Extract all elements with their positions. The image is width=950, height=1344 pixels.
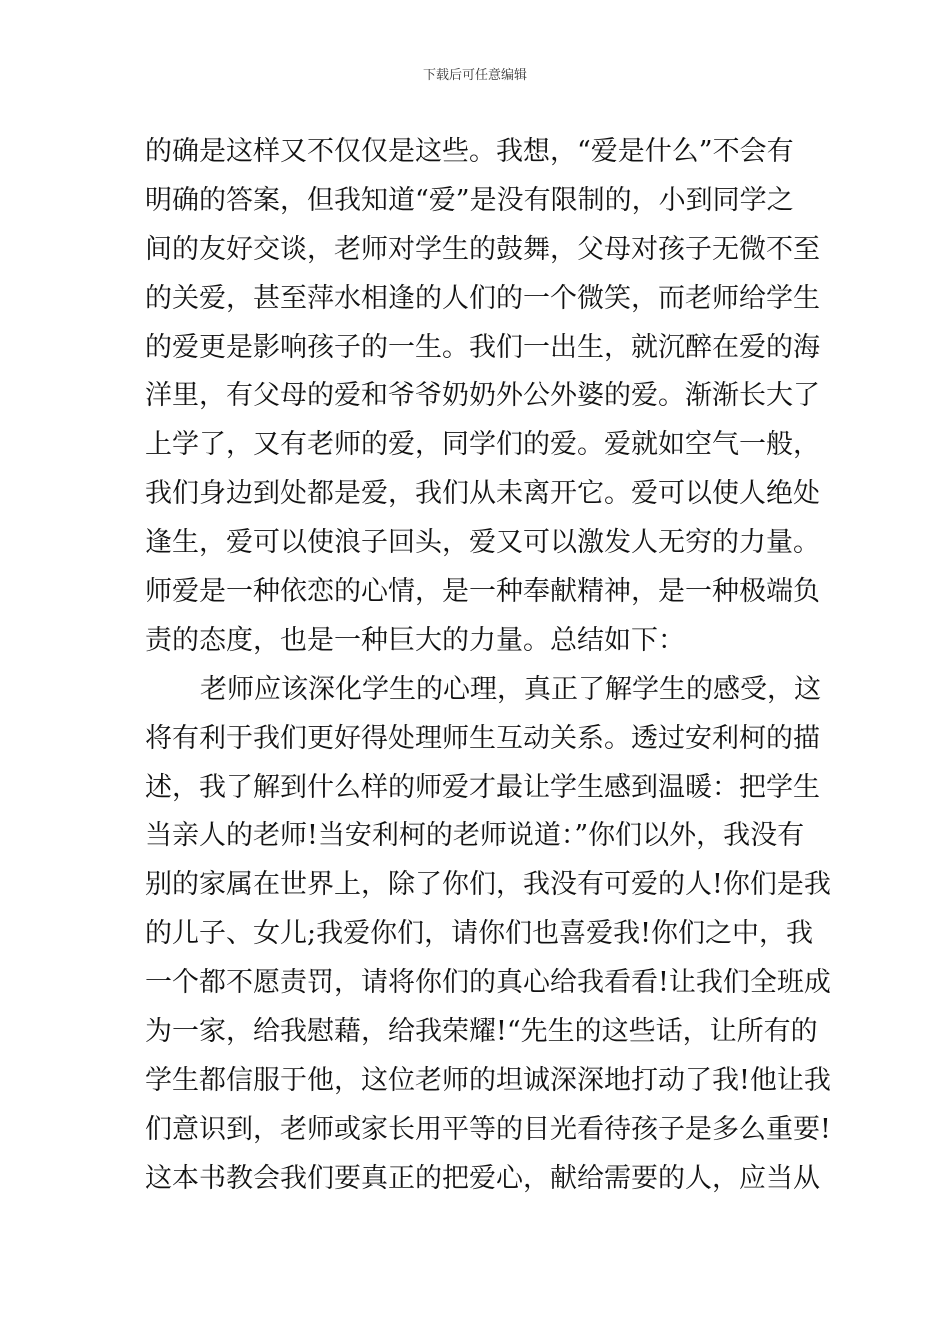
document-body <box>145 128 831 1204</box>
paragraph-start-line: 老师应该深化学生的心理，真正了解学生的感受，这 <box>200 673 821 705</box>
text-line: 我们身边到处都是爱，我们从未离开它。爱可以使人绝处 <box>145 478 820 510</box>
text-line: 的关爱，甚至萍水相逢的人们的一个微笑，而老师给学生 <box>145 282 820 314</box>
text-line: 洋里，有父母的爱和爷爷奶奶外公外婆的爱。渐渐长大了 <box>145 380 820 412</box>
text-line: 的爱更是影响孩子的一生。我们一出生，就沉醉在爱的海 <box>145 331 820 363</box>
text-line: 将有利于我们更好得处理师生互动关系。透过安利柯的描 <box>145 722 820 754</box>
text-line: 的儿子、女儿;我爱你们，请你们也喜爱我!你们之中，我 <box>145 918 813 950</box>
page-header-note: 下载后可任意编辑 <box>422 68 527 83</box>
text-line: 学生都信服于他，这位老师的坦诚深深地打动了我!他让我 <box>145 1064 831 1096</box>
text-line: 们意识到，老师或家长用平等的目光看待孩子是多么重要! <box>145 1113 831 1145</box>
text-line: 为一家，给我慰藉，给我荣耀!“先生的这些话，让所有的 <box>145 1016 818 1048</box>
text-line: 别的家属在世界上，除了你们，我没有可爱的人!你们是我 <box>145 869 831 901</box>
text-line: 责的态度，也是一种巨大的力量。总结如下： <box>145 624 685 656</box>
text-line: 明确的答案，但我知道“爱”是没有限制的，小到同学之 <box>145 184 794 216</box>
text-line: 的确是这样又不仅仅是这些。我想，“爱是什么”不会有 <box>145 136 794 167</box>
text-line: 间的友好交谈，老师对学生的鼓舞，父母对孩子无微不至 <box>145 233 820 265</box>
text-line: 当亲人的老师!当安利柯的老师说道：”你们以外，我没有 <box>145 820 805 852</box>
text-line: 上学了，又有老师的爱，同学们的爱。爱就如空气一般， <box>145 429 820 461</box>
text-line: 这本书教会我们要真正的把爱心，献给需要的人，应当从 <box>145 1162 820 1194</box>
text-line: 述，我了解到什么样的师爱才最让学生感到温暖：把学生 <box>145 771 820 803</box>
text-line: 一个都不愿责罚，请将你们的真心给我看看!让我们全班成 <box>145 967 831 999</box>
text-line: 师爱是一种依恋的心情，是一种奉献精神，是一种极端负 <box>145 576 820 608</box>
text-line: 逢生，爱可以使浪子回头，爱又可以激发人无穷的力量。 <box>145 527 820 559</box>
